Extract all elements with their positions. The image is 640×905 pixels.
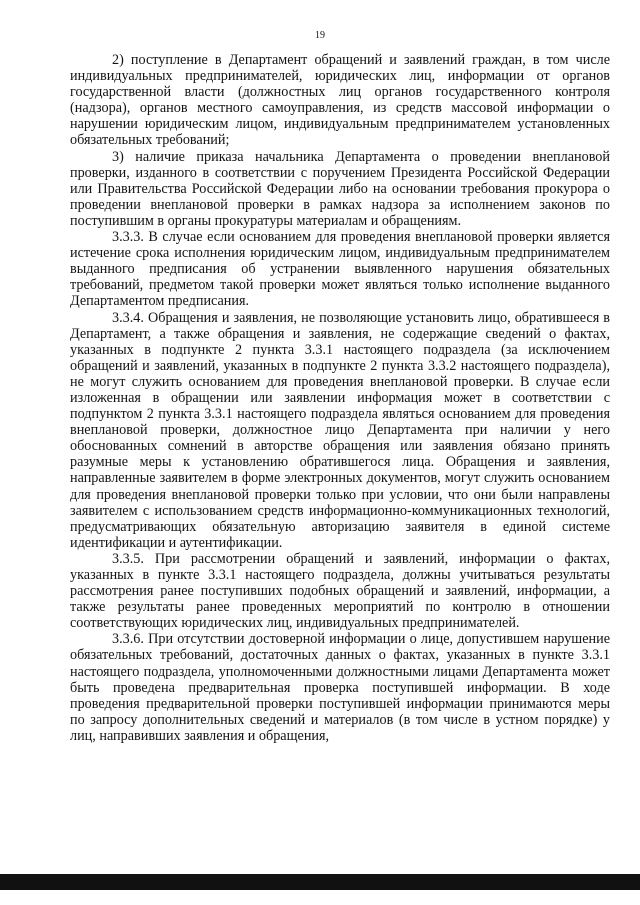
paragraph-3-3-4: 3.3.4. Обращения и заявления, не позволяющие установить лицо, обратившееся в Департамент, а также обращения и заявления, не содержащие сведений о фактах, указанных в подпункте 2 пункта 3.3.1 настоящего подраздела (за исключением обращений и заявлений, указанных в подпункте 2 пункта 3.3.2 настоящего подраздела), не могут служить основанием для проведения внеплановой проверки. В случае если изложенная в обращении или заявлении информация может в соответствии с подпунктом 2 пункта 3.3.1 настоящего подраздела являться основанием для проведения внеплановой проверки, должностное лицо Департамента при наличии у него обоснованных сомнений в авторстве обращения или заявления обязано принять разумные меры к установлению обратившегося лица. Обращения и заявления, направленные заявителем в форме электронных документов, могут служить основанием для проведения внеплановой проверки только при условии, что они были направлены заявителем с использованием средств информационно-коммуникационных технологий, предусматривающих обязательную авторизацию заявителя в единой системе идентификации и аутентификации. <box>70 309 610 551</box>
paragraph-item-2: 2) поступление в Департамент обращений и заявлений граждан, в том числе индивидуальных предпринимателей, юридических лиц, информации от органов государственной власти (должностных лиц органов государственного контроля (надзора), органов местного самоуправления, из средств массовой информации о нарушении юридическим лицом, индивидуальным предпринимателем установленных обязательных требований; <box>70 52 610 149</box>
paragraph-3-3-3: 3.3.3. В случае если основанием для проведения внеплановой проверки является истечение срока исполнения юридическим лицом, индивидуальным предпринимателем выданного предписания об устранении выявленного нарушения обязательных требований, предметом такой проверки может являться только исполнение выданного Департаментом предписания. <box>70 229 610 310</box>
paragraph-item-3: 3) наличие приказа начальника Департамента о проведении внеплановой проверки, изданного в соответствии с поручением Президента Российской Федерации или Правительства Российской Федерации либо на основании требования прокурора о проведении внеплановой проверки в рамках надзора за исполнением законов по поступившим в органы прокуратуры материалам и обращениям. <box>70 148 610 229</box>
document-body <box>70 52 610 744</box>
page-number: 19 <box>315 30 325 41</box>
scan-edge-bar <box>0 874 640 890</box>
paragraph-3-3-6: 3.3.6. При отсутствии достоверной информации о лице, допустившем нарушение обязательных требований, достаточных данных о фактах, указанных в пункте 3.3.1 настоящего подраздела, уполномоченными должностными лицами Департамента может быть проведена предварительная проверка поступившей информации. В ходе проведения предварительной проверки поступившей информации принимаются меры по запросу дополнительных сведений и материалов (в том числе в устном порядке) у лиц, направивших заявления и обращения, <box>70 631 610 744</box>
paragraph-3-3-5: 3.3.5. При рассмотрении обращений и заявлений, информации о фактах, указанных в пункте 3.3.1 настоящего подраздела, должны учитываться результаты рассмотрения ранее поступивших подобных обращений и заявлений, информации, а также результаты ранее проведенных мероприятий по контролю в отношении соответствующих юридических лиц, индивидуальных предпринимателей. <box>70 550 610 632</box>
